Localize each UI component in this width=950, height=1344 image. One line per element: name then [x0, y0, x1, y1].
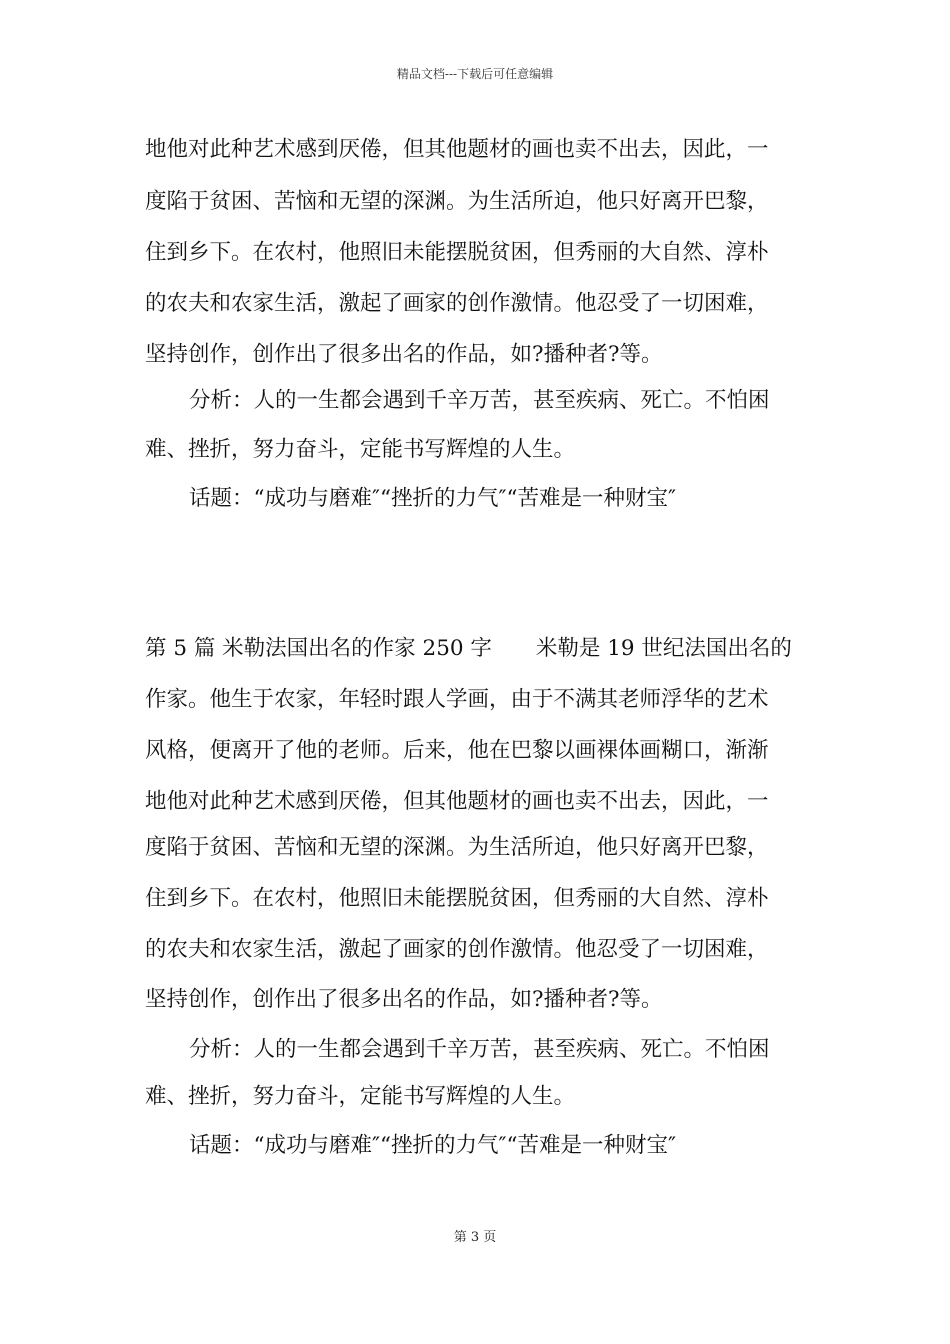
paragraph-line: 的农夫和农家生活，激起了画家的创作激情。他忍受了一切困难， — [145, 291, 769, 316]
analysis-line: 分析：人的一生都会遇到千辛万苦，甚至疾病、死亡。不怕困 — [189, 1037, 770, 1062]
analysis-line: 难、挫折，努力奋斗，定能书写辉煌的人生。 — [145, 437, 576, 462]
paragraph-line: 度陷于贫困、苦恼和无望的深渊。为生活所迫，他只好离开巴黎， — [145, 189, 769, 214]
section-heading-line — [145, 634, 792, 664]
paragraph-line: 坚持创作，创作出了很多出名的作品，如?播种者?等。 — [145, 342, 663, 367]
page-header: 精品文档---下载后可任意编辑 — [396, 67, 554, 81]
paragraph-line: 的农夫和农家生活，激起了画家的创作激情。他忍受了一切困难， — [145, 937, 769, 962]
paragraph-line: 作家。他生于农家，年轻时跟人学画，由于不满其老师浮华的艺术 — [145, 687, 769, 712]
paragraph-line: 坚持创作，创作出了很多出名的作品，如?播种者?等。 — [145, 987, 663, 1012]
paragraph-line: 住到乡下。在农村，他照旧未能摆脱贫困，但秀丽的大自然、淳朴 — [145, 240, 769, 265]
topic-line: 话题：“成功与磨难″“挫折的力气″“苦难是一种财宝″ — [189, 486, 677, 511]
analysis-line: 难、挫折，努力奋斗，定能书写辉煌的人生。 — [145, 1084, 576, 1109]
paragraph-start: 米勒是 19 世纪法国出名的 — [535, 636, 792, 661]
section-heading: 第 5 篇 米勒法国出名的作家 250 字 — [145, 636, 492, 661]
page-number: 第 3 页 — [453, 1230, 497, 1245]
analysis-line: 分析：人的一生都会遇到千辛万苦，甚至疾病、死亡。不怕困 — [189, 388, 770, 413]
topic-line: 话题：“成功与磨难″“挫折的力气″“苦难是一种财宝″ — [189, 1133, 677, 1158]
paragraph-line: 风格，便离开了他的老师。后来，他在巴黎以画裸体画糊口，渐渐 — [145, 738, 769, 763]
paragraph-line: 住到乡下。在农村，他照旧未能摆脱贫困，但秀丽的大自然、淳朴 — [145, 886, 769, 911]
paragraph-line: 地他对此种艺术感到厌倦，但其他题材的画也卖不出去，因此，一 — [145, 137, 769, 162]
paragraph-line: 地他对此种艺术感到厌倦，但其他题材的画也卖不出去，因此，一 — [145, 789, 769, 814]
paragraph-line: 度陷于贫困、苦恼和无望的深渊。为生活所迫，他只好离开巴黎， — [145, 835, 769, 860]
